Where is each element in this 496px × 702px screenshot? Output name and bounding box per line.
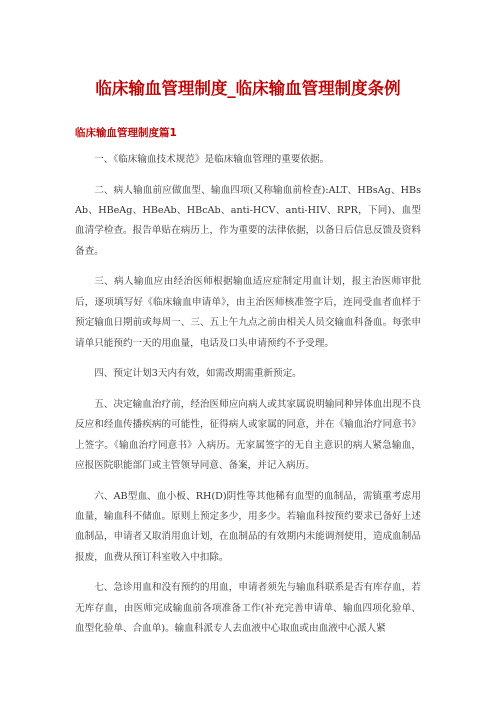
paragraph-1: 一、《临床输血技术规范》是临床输血管理的重要依据。: [94, 154, 330, 165]
paragraph-5: 五、决定输血治疗前，经治医师应向病人或其家属说明输同种异体血出现不良反应和经血传播疾病的可能性，征得病人或家属的同意，并在《输血治疗同意书》上签字。《输血治疗同意书》入病历。无家属签字的无自主意识的病人紧急输血，应报医院职能部门或主管领导同意、备案，并记入病历。: [75, 398, 421, 472]
paragraph-4: 四、预定计划3天内有效，如需改期需重新预定。: [94, 368, 302, 380]
paragraph-2: 二、病人输血前应做血型、输血四项(又称输血前检查):ALT、HBsAg、HBsAb、HBeAg、HBeAb、HBcAb、anti-HCV、anti-HIV、RPR，下同)、血型血清学检查。报告单贴在病历上，作为重要的法律依据，以备日后信息反馈及资料备查。: [75, 184, 421, 257]
document-title: 临床输血管理制度_临床输血管理制度条例: [95, 79, 401, 98]
document-body: [75, 150, 421, 650]
section-heading: 临床输血管理制度篇1: [75, 127, 177, 139]
paragraph-7: 七、急诊用血和没有预约的用血，申请者须先与输血科联系是否有库存血，若无库存血，由医师完成输血前各项准备工作(补充完善申请单、输血四项化验单、血型化验单、合血单)。输血科派专人去血液中心取血或由血液中心派人紧: [75, 582, 421, 635]
paragraph-3: 三、病人输血应由经治医师根据输血适应症制定用血计划，报主治医师审批后，逐项填写好《临床输血申请单》，由主治医师核准签字后，连同受血者血样于预定输血日期前或每周一、三、五上午九点之前由相关人员交输血科备血。每张申请单只能预约一天的用血量，电话及口头申请预约不予受理。: [75, 276, 421, 349]
paragraph-6: 六、AB型血、血小板、RH(D)阴性等其他稀有血型的血制品，需镇重考虑用血量，输血科不储血。原则上预定多少，用多少。若输血科按预约要求已备好上述血制品，申请者又取消用血计划，在血制品的有效期内未能调剂使用，造成血制品报废，血费从预订科室收入中扣除。: [75, 490, 421, 563]
